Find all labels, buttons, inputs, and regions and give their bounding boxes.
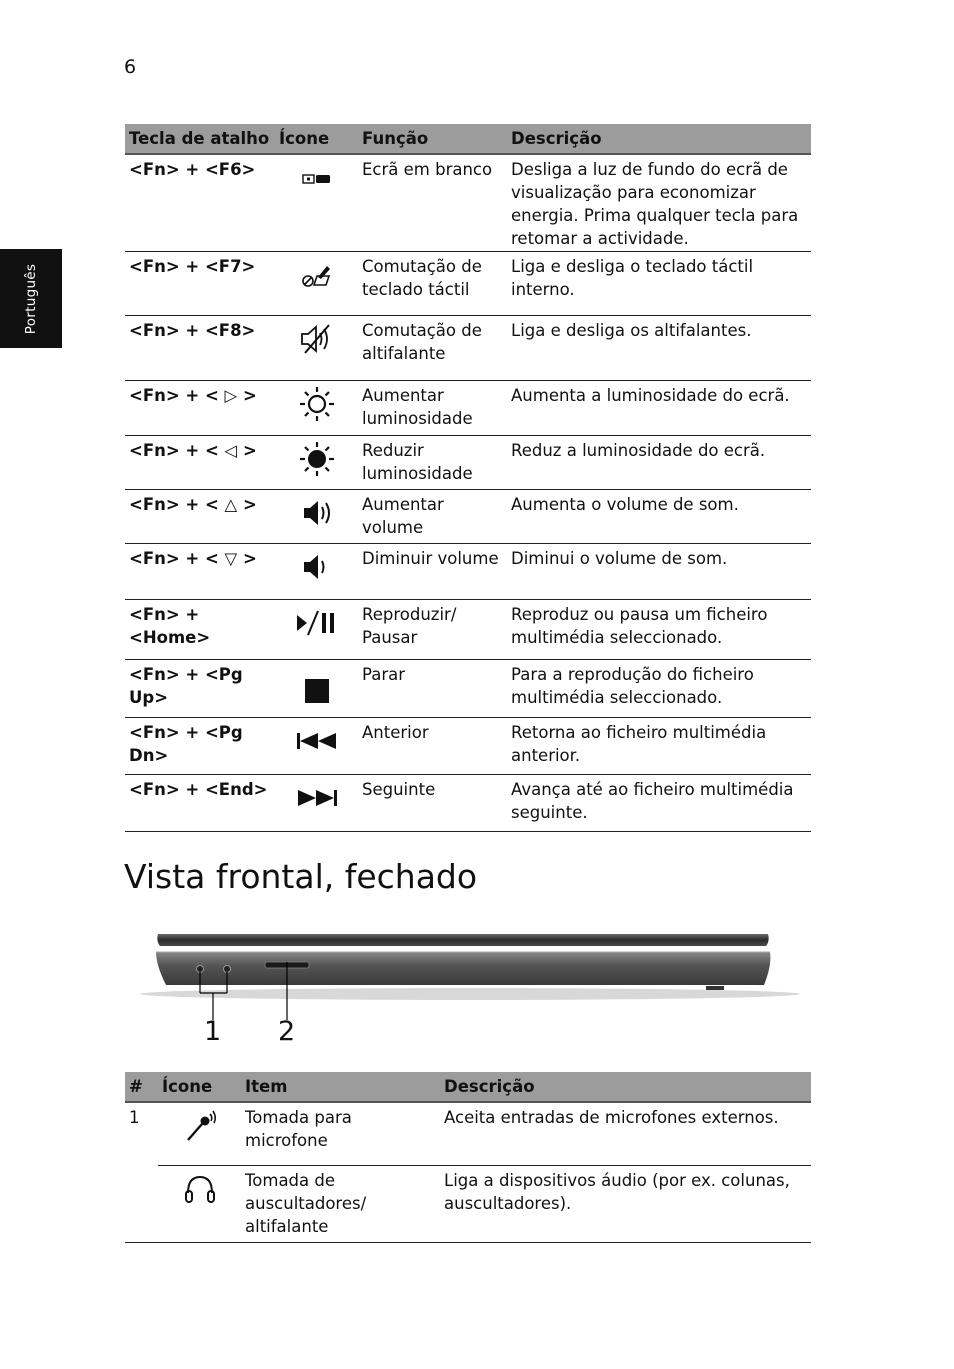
table-row	[125, 315, 811, 380]
table-row	[125, 489, 811, 543]
function-cell: Parar	[358, 659, 507, 717]
table-row	[125, 1165, 811, 1242]
description-cell: Desliga a luz de fundo do ecrã de visualização para economizar energia. Prima qualquer tecla para retomar a actividade.	[507, 154, 811, 251]
table-row	[125, 251, 811, 315]
table-row	[125, 154, 811, 251]
description-cell: Reproduz ou pausa um ficheiro multimédia seleccionado.	[507, 599, 811, 659]
hotkey-cell: <Fn> + < ▷ >	[125, 380, 275, 435]
hotkey-cell: <Fn> + <End>	[125, 774, 275, 831]
hotkey-cell: <Fn> + <Pg Up>	[125, 659, 275, 717]
hotkey-table	[125, 124, 811, 832]
description-cell: Retorna ao ficheiro multimédia anterior.	[507, 717, 811, 774]
function-cell: Aumentar luminosidade	[358, 380, 507, 435]
function-cell: Seguinte	[358, 774, 507, 831]
item-cell: Tomada para microfone	[241, 1102, 440, 1165]
hotkey-cell: <Fn> + < ◁ >	[125, 435, 275, 489]
function-cell: Aumentar volume	[358, 489, 507, 543]
hotkey-cell: <Fn> + <F7>	[125, 251, 275, 315]
description-cell: Aceita entradas de microfones externos.	[440, 1102, 811, 1165]
table-row	[125, 380, 811, 435]
callout-1: 1	[204, 1016, 222, 1047]
port-table	[125, 1072, 811, 1243]
header-item: Item	[241, 1072, 440, 1102]
hotkey-cell: <Fn> + <F6>	[125, 154, 275, 251]
play-pause-icon	[275, 599, 358, 659]
description-cell: Liga a dispositivos áudio (por ex. colunas, auscultadores).	[440, 1165, 811, 1242]
hotkey-cell: <Fn> + < ▽ >	[125, 543, 275, 599]
description-cell: Reduz a luminosidade do ecrã.	[507, 435, 811, 489]
port-table-header	[125, 1072, 811, 1102]
section-title: Vista frontal, fechado	[124, 857, 478, 896]
description-cell: Liga e desliga os altifalantes.	[507, 315, 811, 380]
function-cell: Ecrã em branco	[358, 154, 507, 251]
previous-track-icon	[275, 717, 358, 774]
language-side-tab	[0, 249, 62, 348]
header-icon: Ícone	[158, 1072, 241, 1102]
table-row	[125, 1102, 811, 1165]
table-row	[125, 774, 811, 831]
hotkey-cell: <Fn> + <Pg Dn>	[125, 717, 275, 774]
display-off-icon	[275, 154, 358, 251]
hotkey-cell: <Fn> + <Home>	[125, 599, 275, 659]
brightness-up-icon	[275, 380, 358, 435]
callout-2: 2	[278, 1016, 296, 1047]
number-cell	[125, 1165, 158, 1242]
language-side-tab-label: Português	[23, 263, 39, 335]
item-cell: Tomada de auscultadores/ altifalante	[241, 1165, 440, 1242]
number-cell: 1	[129, 1108, 140, 1127]
hotkey-cell: <Fn> + < △ >	[125, 489, 275, 543]
next-track-icon	[275, 774, 358, 831]
header-icon: Ícone	[275, 124, 358, 154]
brightness-down-icon	[275, 435, 358, 489]
function-cell: Anterior	[358, 717, 507, 774]
header-description: Descrição	[507, 124, 811, 154]
hotkey-table-header	[125, 124, 811, 154]
function-cell: Reproduzir/ Pausar	[358, 599, 507, 659]
header-number: #	[125, 1072, 158, 1102]
function-cell: Comutação de altifalante	[358, 315, 507, 380]
function-cell: Comutação de teclado táctil	[358, 251, 507, 315]
stop-icon	[275, 659, 358, 717]
description-cell: Aumenta o volume de som.	[507, 489, 811, 543]
description-cell: Aumenta a luminosidade do ecrã.	[507, 380, 811, 435]
function-cell: Diminuir volume	[358, 543, 507, 599]
description-cell: Liga e desliga o teclado táctil interno.	[507, 251, 811, 315]
header-function: Função	[358, 124, 507, 154]
page-number: 6	[124, 56, 137, 78]
table-row	[125, 543, 811, 599]
microphone-icon	[158, 1102, 241, 1165]
volume-down-icon	[275, 543, 358, 599]
touchpad-toggle-icon	[275, 251, 358, 315]
description-cell: Avança até ao ficheiro multimédia seguinte.	[507, 774, 811, 831]
header-description: Descrição	[440, 1072, 811, 1102]
table-row	[125, 435, 811, 489]
volume-up-icon	[275, 489, 358, 543]
table-row	[125, 659, 811, 717]
table-row	[125, 599, 811, 659]
header-hotkey: Tecla de atalho	[125, 124, 275, 154]
headphones-icon	[158, 1165, 241, 1242]
laptop-front-view-figure	[130, 925, 810, 1055]
hotkey-cell: <Fn> + <F8>	[125, 315, 275, 380]
description-cell: Para a reprodução do ficheiro multimédia seleccionado.	[507, 659, 811, 717]
speaker-mute-icon	[275, 315, 358, 380]
description-cell: Diminui o volume de som.	[507, 543, 811, 599]
function-cell: Reduzir luminosidade	[358, 435, 507, 489]
table-row	[125, 717, 811, 774]
